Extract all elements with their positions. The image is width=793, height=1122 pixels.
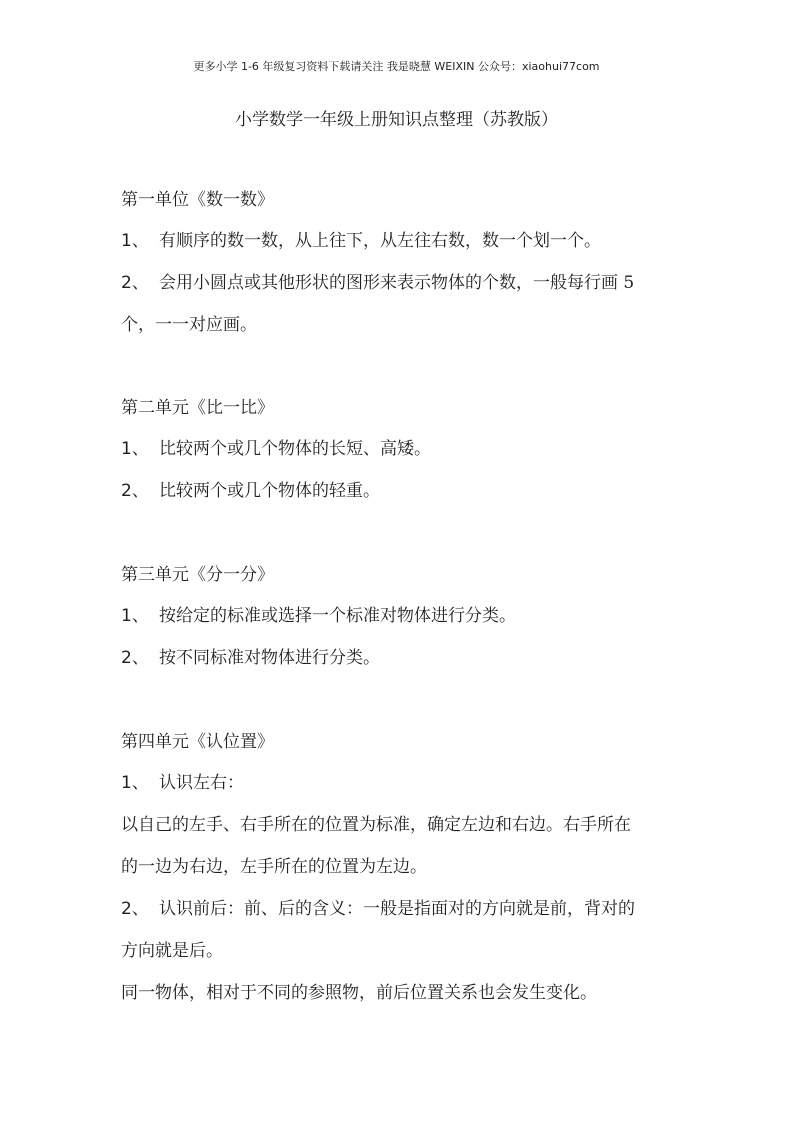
item-number: 2、 (121, 273, 149, 293)
unit-1-item-2 (121, 271, 634, 295)
unit-3-heading: 第三单元《分一分》 (121, 565, 274, 585)
item-number: 2、 (121, 648, 149, 668)
unit-2-item-2 (121, 479, 380, 503)
unit-3-item-1 (121, 604, 516, 628)
unit-4-paragraph-1-continued: 的一边为右边，左手所在的位置为左边。 (121, 857, 427, 877)
unit-4-item-2 (121, 897, 635, 921)
unit-4-paragraph-2: 同一物体，相对于不同的参照物，前后位置关系也会发生变化。 (121, 983, 597, 1003)
unit-4-item-1 (121, 771, 244, 795)
item-number: 2、 (121, 899, 149, 919)
item-text: 按不同标准对物体进行分类。 (159, 648, 380, 668)
item-text: 按给定的标准或选择一个标准对物体进行分类。 (159, 606, 516, 626)
unit-1-heading: 第一单位《数一数》 (121, 190, 274, 210)
header-note: 更多小学 1-6 年级复习资料下载请关注 我是晓慧 WEIXIN 公众号：xiaohui77com (193, 60, 600, 73)
item-number: 1、 (121, 773, 149, 793)
unit-3-item-2 (121, 646, 380, 670)
item-text: 认识前后：前、后的含义：一般是指面对的方向就是前，背对的 (159, 899, 635, 919)
document-title: 小学数学一年级上册知识点整理（苏教版） (235, 110, 558, 130)
item-number: 2、 (121, 481, 149, 501)
item-number: 1、 (121, 439, 149, 459)
item-text: 有顺序的数一数，从上往下，从左往右数，数一个划一个。 (159, 231, 601, 251)
unit-1-item-2-continued: 个，一一对应画。 (121, 315, 257, 335)
unit-2-heading: 第二单元《比一比》 (121, 398, 274, 418)
item-text: 比较两个或几个物体的长短、高矮。 (159, 439, 431, 459)
unit-4-paragraph-1: 以自己的左手、右手所在的位置为标准，确定左边和右边。右手所在 (121, 815, 631, 835)
item-text: 比较两个或几个物体的轻重。 (159, 481, 380, 501)
unit-1-item-1 (121, 229, 601, 253)
item-text: 会用小圆点或其他形状的图形来表示物体的个数，一般每行画 5 (159, 273, 635, 293)
item-number: 1、 (121, 606, 149, 626)
unit-4-heading: 第四单元《认位置》 (121, 732, 274, 752)
unit-4-item-2-continued: 方向就是后。 (121, 941, 223, 961)
unit-2-item-1 (121, 437, 431, 461)
item-number: 1、 (121, 231, 149, 251)
item-text: 认识左右： (159, 773, 244, 793)
